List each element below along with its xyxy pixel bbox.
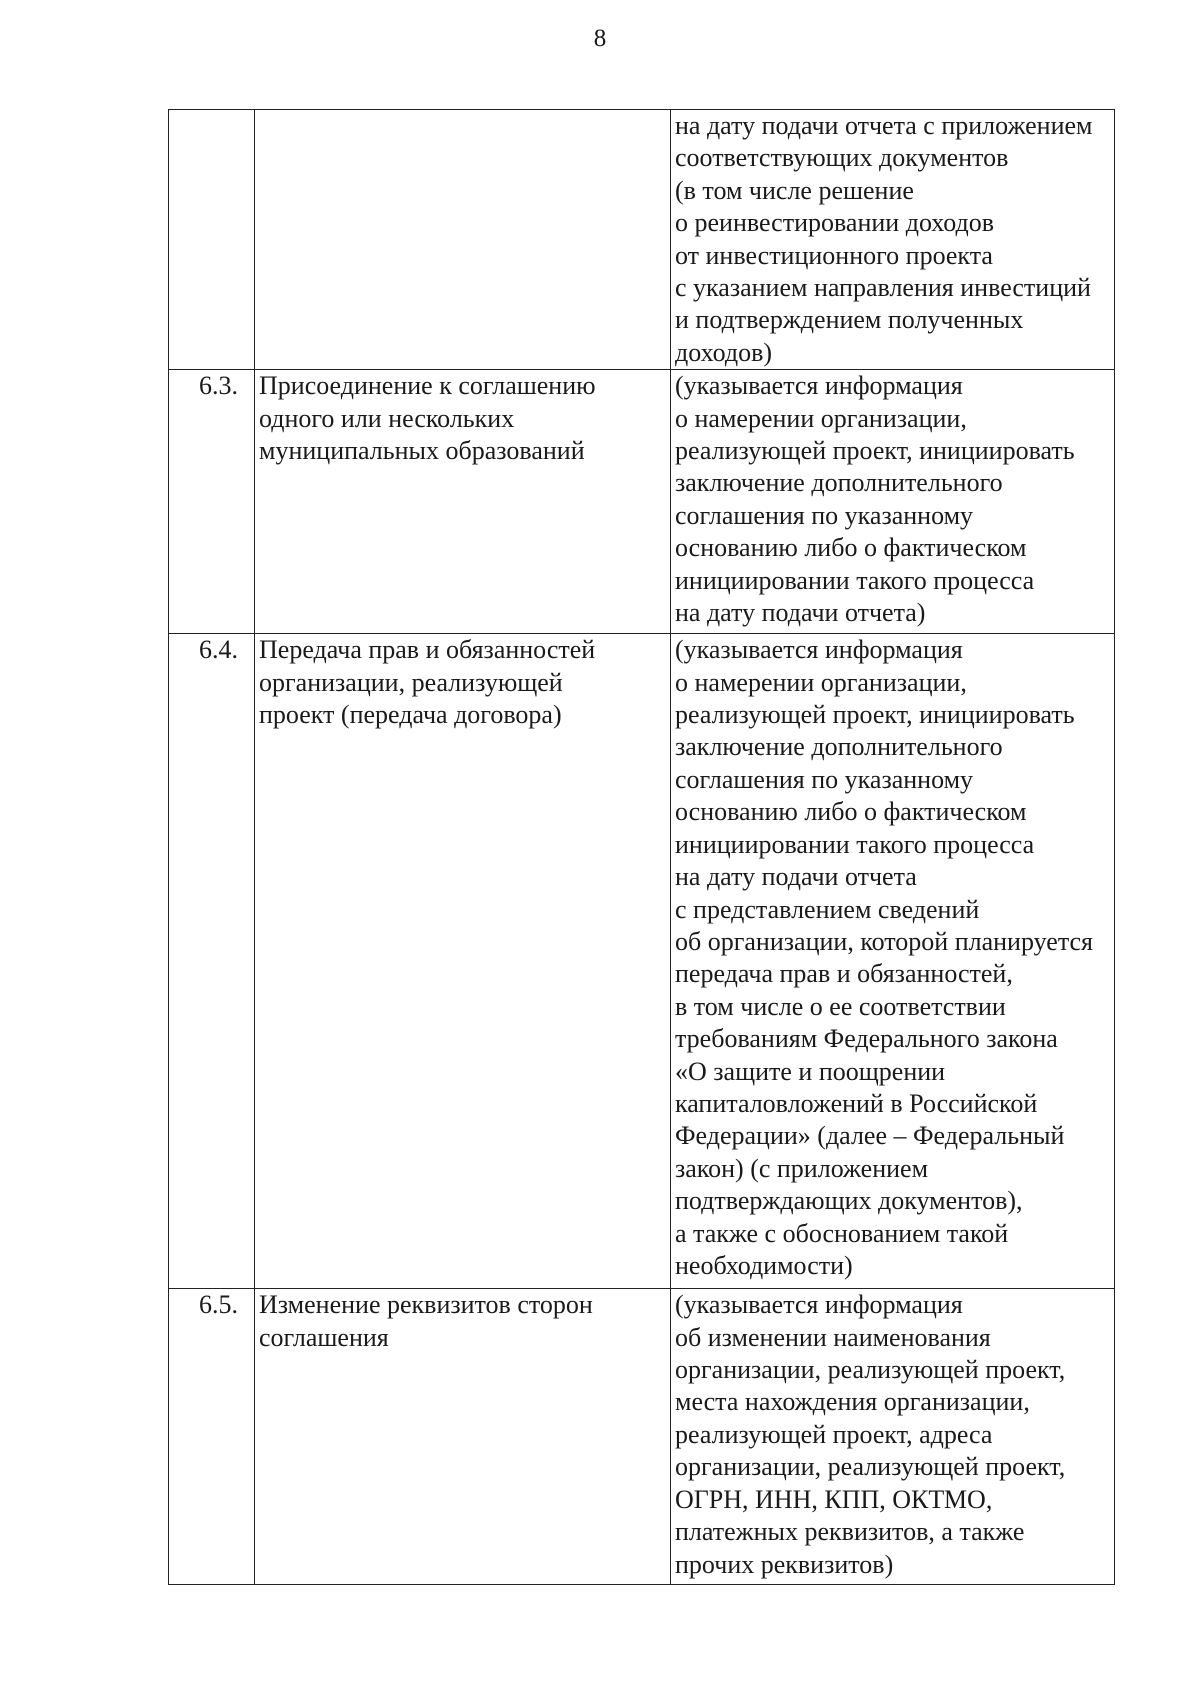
row-number-cell: 6.3. bbox=[169, 370, 255, 634]
row-name-cell: Присоединение к соглашению одного или нескольких муниципальных образований bbox=[255, 370, 671, 634]
requisites-table bbox=[168, 109, 1115, 1585]
table-row-continuation bbox=[169, 110, 1115, 370]
row-name-cell: Передача прав и обязанностей организации, реализующей проект (передача договора) bbox=[255, 634, 671, 1289]
row-info-cell: (указывается информация об изменении наименования организации, реализующей проект, места нахождения организации, реализующей проект, адреса организации, реализующей проект, ОГРН, ИНН, КПП, ОКТМО, платежных реквизитов, а также прочих реквизитов) bbox=[671, 1289, 1115, 1585]
table-row-6-5 bbox=[169, 1289, 1115, 1585]
row-info-cell: (указывается информация о намерении организации, реализующей проект, инициировать заключение дополнительного соглашения по указанному основанию либо о фактическом инициировании такого процесса на дату подачи отчета с представлением сведений об организации, которой планируется передача прав и обязанностей, в том числе о ее соответствии требованиям Федерального закона «О защите и поощрении капиталовложений в Российской Федерации» (далее – Федеральный закон) (с приложением подтверждающих документов), а также с обоснованием такой необходимости) bbox=[671, 634, 1115, 1289]
row-number-cell: 6.4. bbox=[169, 634, 255, 1289]
page-number: 8 bbox=[593, 25, 607, 52]
row-number-cell bbox=[169, 110, 255, 370]
row-name-cell bbox=[255, 110, 671, 370]
row-info-cell: на дату подачи отчета с приложением соответствующих документов (в том числе решение о реинвестировании доходов от инвестиционного проекта с указанием направления инвестиций и подтверждением полученных доходов) bbox=[671, 110, 1115, 370]
row-name-cell: Изменение реквизитов сторон соглашения bbox=[255, 1289, 671, 1585]
table-row-6-3 bbox=[169, 370, 1115, 634]
table-row-6-4 bbox=[169, 634, 1115, 1289]
row-info-cell: (указывается информация о намерении организации, реализующей проект, инициировать заключение дополнительного соглашения по указанному основанию либо о фактическом инициировании такого процесса на дату подачи отчета) bbox=[671, 370, 1115, 634]
row-number-cell: 6.5. bbox=[169, 1289, 255, 1585]
